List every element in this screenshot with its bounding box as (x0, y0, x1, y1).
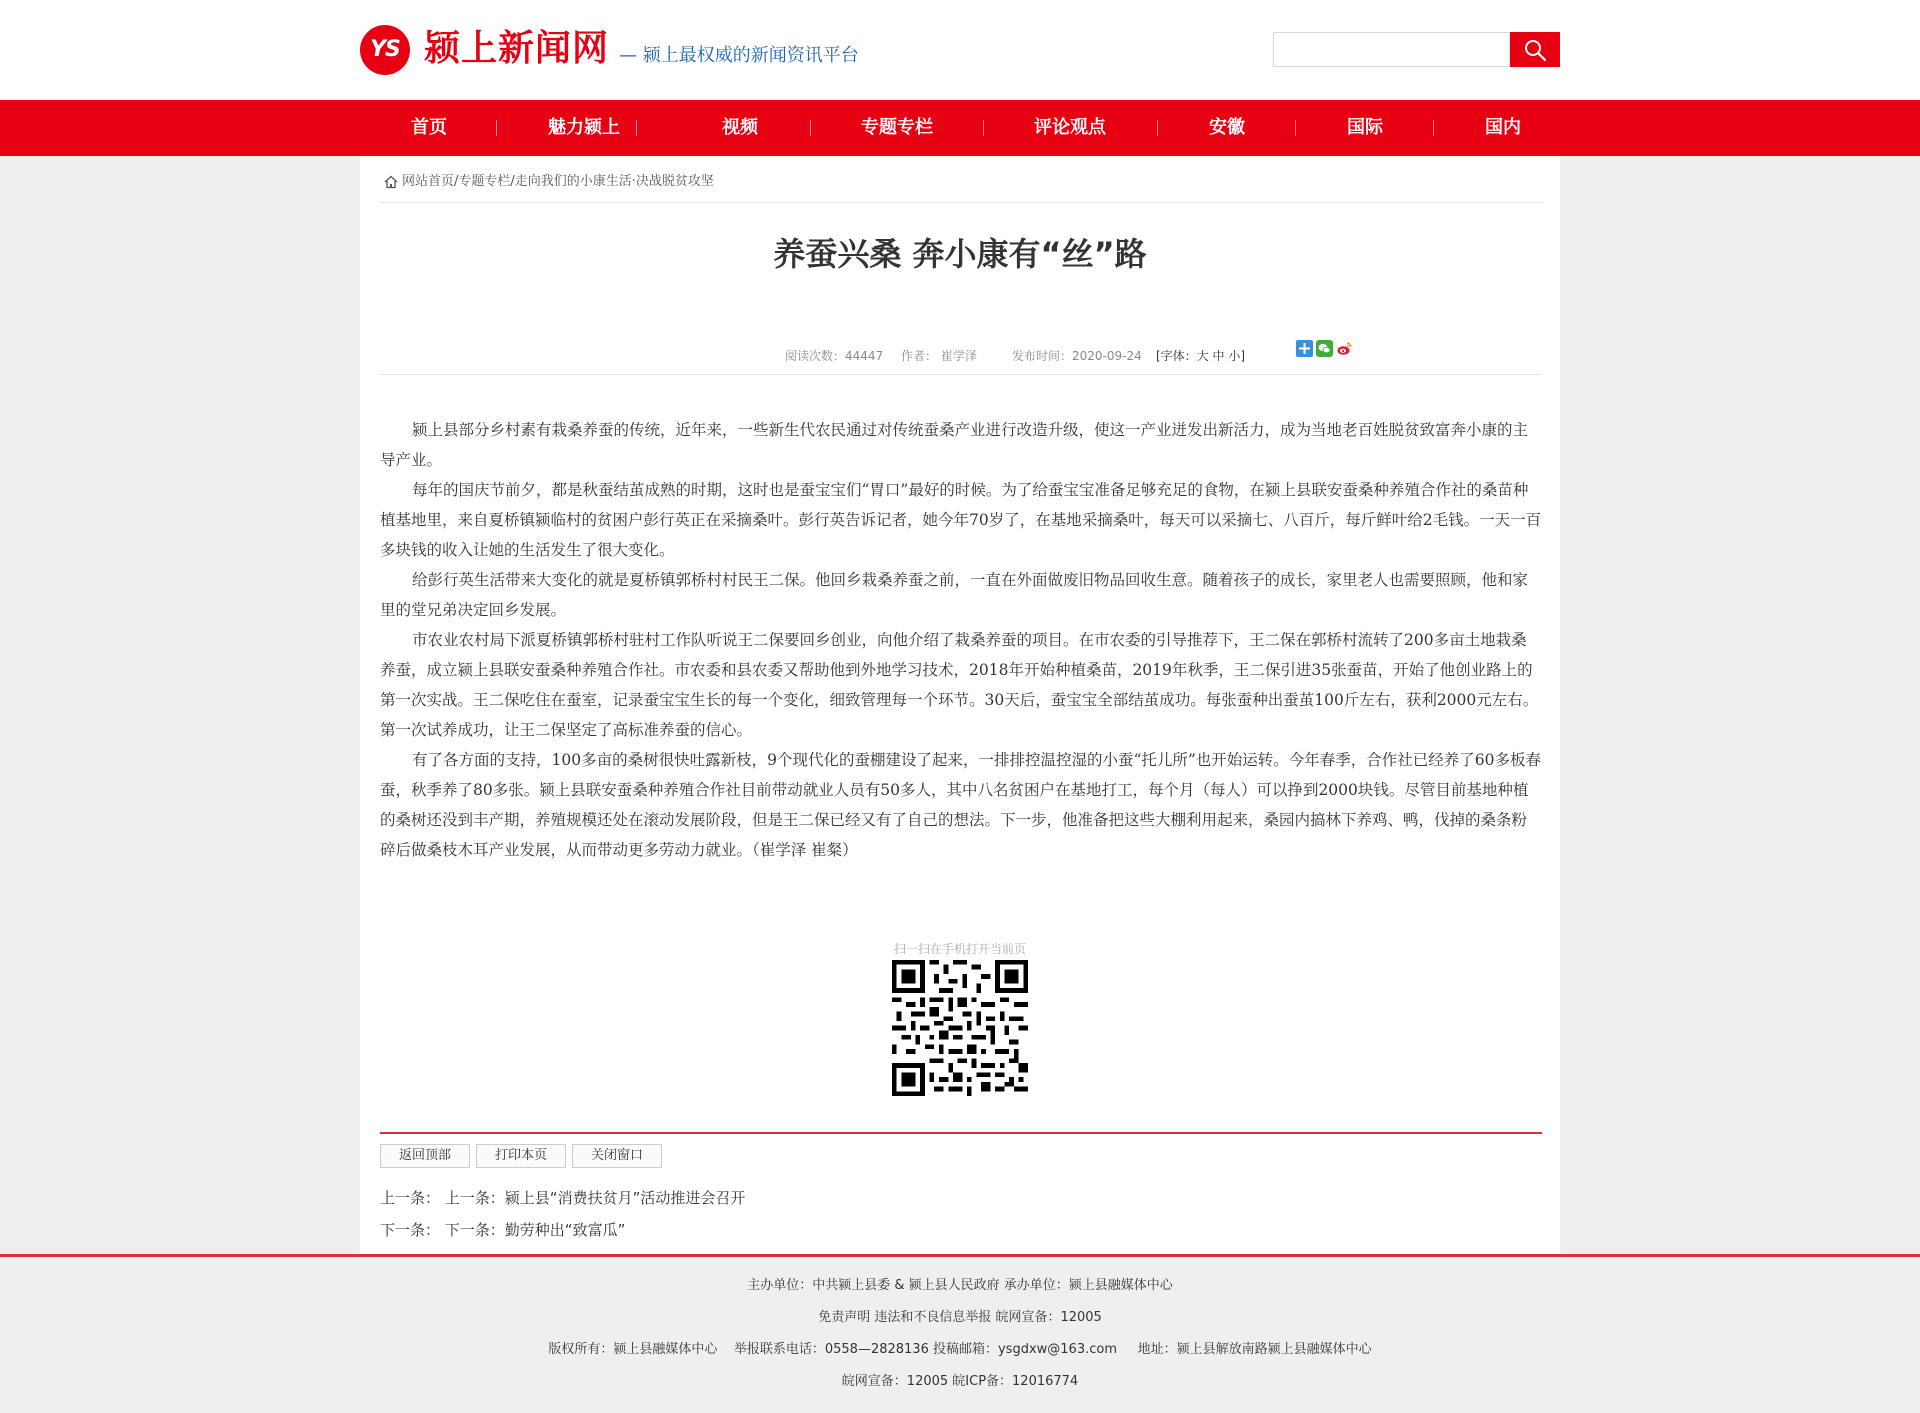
font-size-close: ] (1240, 349, 1246, 363)
article-paragraph: 给彭行英生活带来大变化的就是夏桥镇郭桥村村民王二保。他回乡栽桑养蚕之前，一直在外面做废旧物品回收生意。随着孩子的成长，家里老人也需要照顾，他和家里的堂兄弟决定回乡发展。 (380, 571, 1529, 619)
prev-label: 上一条： (380, 1189, 441, 1207)
search-button[interactable] (1510, 32, 1560, 67)
next-article-link[interactable]: 下一条：勤劳种出“致富瓜” (444, 1221, 626, 1239)
divider (380, 202, 1542, 203)
section-divider (380, 1132, 1542, 1134)
footer-disclaimer[interactable]: 免责声明 违法和不良信息举报 皖网宣备：12005 (818, 1310, 1102, 1325)
next-label: 下一条： (380, 1221, 441, 1239)
article-paragraph: 颍上县部分乡村素有栽桑养蚕的传统，近年来，一些新生代农民通过对传统蚕桑产业进行改造升级，使这一产业迸发出新活力，成为当地老百姓脱贫致富奔小康的主导产业。 (380, 421, 1529, 469)
breadcrumb (384, 170, 714, 194)
wechat-icon[interactable] (1316, 340, 1333, 357)
home-icon (384, 175, 398, 189)
footer-sponsor: 主办单位：中共颍上县委 & 颍上县人民政府 承办单位：颍上县融媒体中心 (747, 1278, 1173, 1293)
footer-icp: 皖网宣备：12005 皖ICP备：12016774 (841, 1374, 1079, 1389)
site-slogan: — 颍上最权威的新闻资讯平台 (619, 45, 859, 66)
font-medium-button[interactable]: 中 (1212, 349, 1225, 363)
site-logo-mark[interactable]: YS (360, 25, 410, 75)
footer-copyright: 版权所有：颍上县融媒体中心 举报联系电话：0558—2828136 投稿邮箱：ysgdxw@163.com 地址：颍上县解放南路颍上县融媒体中心 (548, 1342, 1372, 1357)
close-window-button[interactable]: 关闭窗口 (572, 1144, 662, 1168)
qr-label: 扫一扫在手机打开当前页 (893, 942, 1026, 956)
prev-article-link[interactable]: 上一条：颍上县“消费扶贫月”活动推进会召开 (444, 1189, 746, 1207)
site-header (0, 0, 1920, 100)
site-footer (0, 1257, 1920, 1413)
nav-divider (496, 120, 497, 136)
prev-article-row (380, 1186, 745, 1210)
article-paragraph: 市农业农村局下派夏桥镇郭桥村驻村工作队听说王二保要回乡创业，向他介绍了栽桑养蚕的项目。在市农委的引导推荐下，王二保在郭桥村流转了200多亩土地栽桑养蚕，成立颍上县联安蚕桑种养殖合作社。市农委和县农委又帮助他到外地学习技术，2018年开始种植桑苗，2019年秋季，王二保引进35张蚕苗，开始了他创业路上的第一次实战。王二保吃住在蚕室，记录蚕宝宝生长的每一个变化，细致管理每一个环节。30天后，蚕宝宝全部结茧成功。每张蚕种出蚕茧100斤左右，获利2000元左右。第一次试养成功，让王二保坚定了高标准养蚕的信心。 (380, 631, 1539, 739)
nav-item-video[interactable]: 视频 (722, 117, 758, 138)
breadcrumb-path[interactable]: 网站首页/专题专栏/走向我们的小康生活·决战脱贫攻坚 (402, 174, 714, 189)
article-paragraph: 有了各方面的支持，100多亩的桑树很快吐露新枝，9个现代化的蚕棚建设了起来，一排排控温控湿的小蚕“托儿所”也开始运转。今年春季，合作社已经养了60多板春蚕，秋季养了80多张。颍上县联安蚕桑种养殖合作社目前带动就业人员有50多人，其中八名贫困户在基地打工，每个月（每人）可以挣到2000块钱。尽管目前基地种植的桑树还没到丰产期，养殖规模还处在滚动发展阶段，但是王二保已经又有了自己的想法。下一步，他准备把这些大棚利用起来，桑园内搞林下养鸡、鸭，伐掉的桑条粉碎后做桑枝木耳产业发展，从而带动更多劳动力就业。（崔学泽 崔粲） (380, 751, 1542, 859)
weibo-icon[interactable] (1336, 340, 1353, 357)
font-small-button[interactable]: 小 (1228, 349, 1241, 363)
font-large-button[interactable]: 大 (1196, 349, 1209, 363)
nav-divider (636, 120, 637, 136)
site-logo-text[interactable]: 颍上新闻网 (424, 28, 610, 69)
nav-item-domestic[interactable]: 国内 (1485, 117, 1521, 138)
search-icon (1523, 38, 1547, 62)
nav-item-international[interactable]: 国际 (1347, 117, 1383, 138)
next-article-row (380, 1218, 625, 1242)
divider (380, 374, 1542, 375)
publish-date: 发布时间：2020-09-24 (1012, 349, 1142, 363)
nav-divider (983, 120, 984, 136)
view-count: 阅读次数：44447 (785, 349, 884, 363)
print-button[interactable]: 打印本页 (476, 1144, 566, 1168)
font-size-label: [字体： (1156, 349, 1197, 363)
article-container (360, 156, 1560, 1254)
qr-code (892, 960, 1028, 1096)
nav-item-charm[interactable]: 魅力颍上 (548, 117, 620, 138)
article-paragraph: 每年的国庆节前夕，都是秋蚕结茧成熟的时期，这时也是蚕宝宝们“胃口”最好的时候。为了给蚕宝宝准备足够充足的食物，在颍上县联安蚕桑种养殖合作社的桑苗种植基地里，来自夏桥镇颍临村的贫困户彭行英正在采摘桑叶。彭行英告诉记者，她今年70岁了，在基地采摘桑叶，每天可以采摘七、八百斤，每斤鲜叶给2毛钱。一天一百多块钱的收入让她的生活发生了很大变化。 (380, 481, 1542, 559)
nav-item-topics[interactable]: 专题专栏 (861, 117, 933, 138)
font-size-switcher (1156, 346, 1245, 366)
main-nav (0, 100, 1920, 156)
article-author: 作者： 崔学泽 (901, 349, 977, 363)
nav-item-anhui[interactable]: 安徽 (1209, 117, 1245, 138)
article-title: 养蚕兴桑 奔小康有“丝”路 (773, 235, 1147, 273)
nav-item-opinion[interactable]: 评论观点 (1034, 117, 1106, 138)
back-to-top-button[interactable]: 返回顶部 (380, 1144, 470, 1168)
nav-item-home[interactable]: 首页 (411, 117, 447, 138)
nav-divider (810, 120, 811, 136)
search-input[interactable] (1273, 32, 1510, 67)
share-more-icon[interactable] (1296, 340, 1313, 357)
article-body (380, 415, 1542, 865)
